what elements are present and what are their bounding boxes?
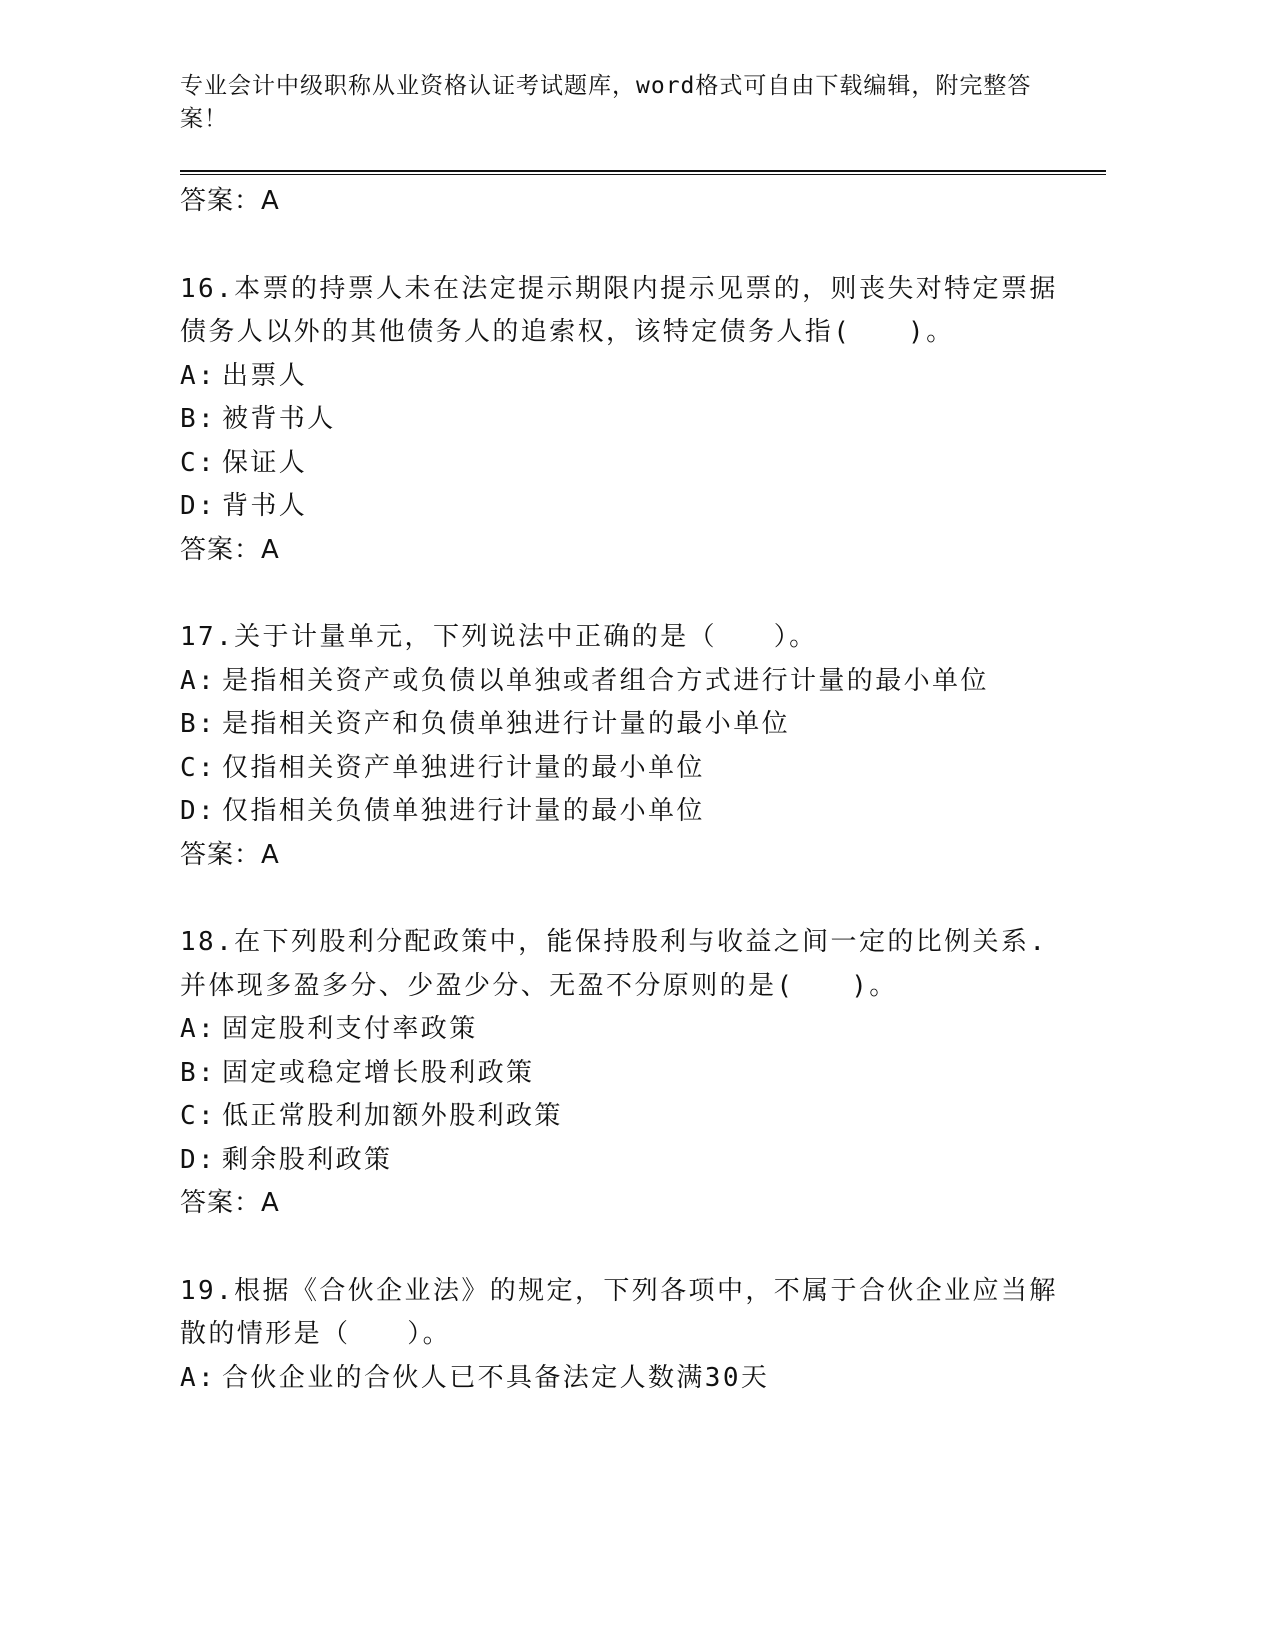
option-b bbox=[180, 703, 1060, 747]
option-b bbox=[180, 398, 1060, 442]
option-key: A: bbox=[180, 1014, 217, 1044]
question-17 bbox=[180, 616, 1060, 877]
question-stem-line: 16.本票的持票人未在法定提示期限内提示见票的，则丧失对特定票据 bbox=[180, 273, 1058, 304]
option-key: C: bbox=[180, 447, 217, 478]
option-text: 背书人 bbox=[222, 491, 308, 521]
header-divider bbox=[180, 170, 1106, 175]
option-c bbox=[180, 442, 1060, 486]
question-list bbox=[180, 180, 1060, 1400]
option-a bbox=[180, 660, 1060, 704]
option-a bbox=[180, 1357, 1060, 1401]
page-header: 专业会计中级职称从业资格认证考试题库，word格式可自由下载编辑，附完整答案！ bbox=[180, 73, 1032, 132]
option-text: 固定股利支付率政策 bbox=[222, 1014, 478, 1044]
question-19 bbox=[180, 1270, 1060, 1401]
option-c bbox=[180, 747, 1060, 791]
option-d bbox=[180, 1139, 1060, 1183]
answer-line: 答案：A bbox=[180, 186, 280, 216]
option-key: A: bbox=[180, 360, 217, 391]
option-a bbox=[180, 1008, 1060, 1052]
answer-line: 答案：A bbox=[180, 839, 280, 870]
option-text: 合伙企业的合伙人已不具备法定人数满30天 bbox=[222, 1362, 770, 1393]
question-stem-line: 散的情形是（ ）。 bbox=[180, 1319, 452, 1349]
answer-line: 答案：A bbox=[180, 1188, 280, 1218]
option-text: 保证人 bbox=[222, 447, 308, 478]
answer-line: 答案：A bbox=[180, 534, 280, 565]
option-key: B: bbox=[180, 709, 217, 739]
question-stem-line: 17.关于计量单元，下列说法中正确的是（ ）。 bbox=[180, 622, 818, 652]
option-key: A: bbox=[180, 665, 217, 696]
option-d bbox=[180, 790, 1060, 834]
question-stem-line: 19.根据《合伙企业法》的规定，下列各项中，不属于合伙企业应当解 bbox=[180, 1275, 1058, 1306]
question-stem-line: 并体现多盈多分、少盈少分、无盈不分原则的是( )。 bbox=[180, 970, 898, 1001]
option-key: A: bbox=[180, 1362, 217, 1393]
spacer bbox=[180, 877, 1060, 921]
spacer bbox=[180, 1226, 1060, 1270]
option-text: 低正常股利加额外股利政策 bbox=[222, 1101, 563, 1131]
option-a bbox=[180, 355, 1060, 399]
option-d bbox=[180, 485, 1060, 529]
option-key: D: bbox=[180, 491, 217, 521]
spacer bbox=[180, 572, 1060, 616]
question-stem-line: 债务人以外的其他债务人的追索权，该特定债务人指( )。 bbox=[180, 317, 955, 347]
option-text: 是指相关资产或负债以单独或者组合方式进行计量的最小单位 bbox=[222, 665, 989, 696]
option-key: D: bbox=[180, 796, 217, 826]
option-text: 剩余股利政策 bbox=[222, 1144, 393, 1175]
option-text: 出票人 bbox=[222, 360, 308, 391]
question-stem-line: 18.在下列股利分配政策中，能保持股利与收益之间一定的比例关系. bbox=[180, 927, 1048, 957]
option-key: C: bbox=[180, 752, 217, 783]
option-key: B: bbox=[180, 1057, 217, 1088]
spacer bbox=[180, 224, 1060, 268]
option-text: 被背书人 bbox=[222, 404, 336, 434]
option-text: 仅指相关负债单独进行计量的最小单位 bbox=[222, 796, 705, 826]
question-16 bbox=[180, 268, 1060, 573]
option-text: 仅指相关资产单独进行计量的最小单位 bbox=[222, 752, 705, 783]
option-b bbox=[180, 1052, 1060, 1096]
option-text: 固定或稳定增长股利政策 bbox=[222, 1057, 535, 1088]
option-key: B: bbox=[180, 404, 217, 434]
option-c bbox=[180, 1095, 1060, 1139]
option-key: C: bbox=[180, 1101, 217, 1131]
option-key: D: bbox=[180, 1144, 217, 1175]
question-18 bbox=[180, 921, 1060, 1226]
option-text: 是指相关资产和负债单独进行计量的最小单位 bbox=[222, 709, 791, 739]
